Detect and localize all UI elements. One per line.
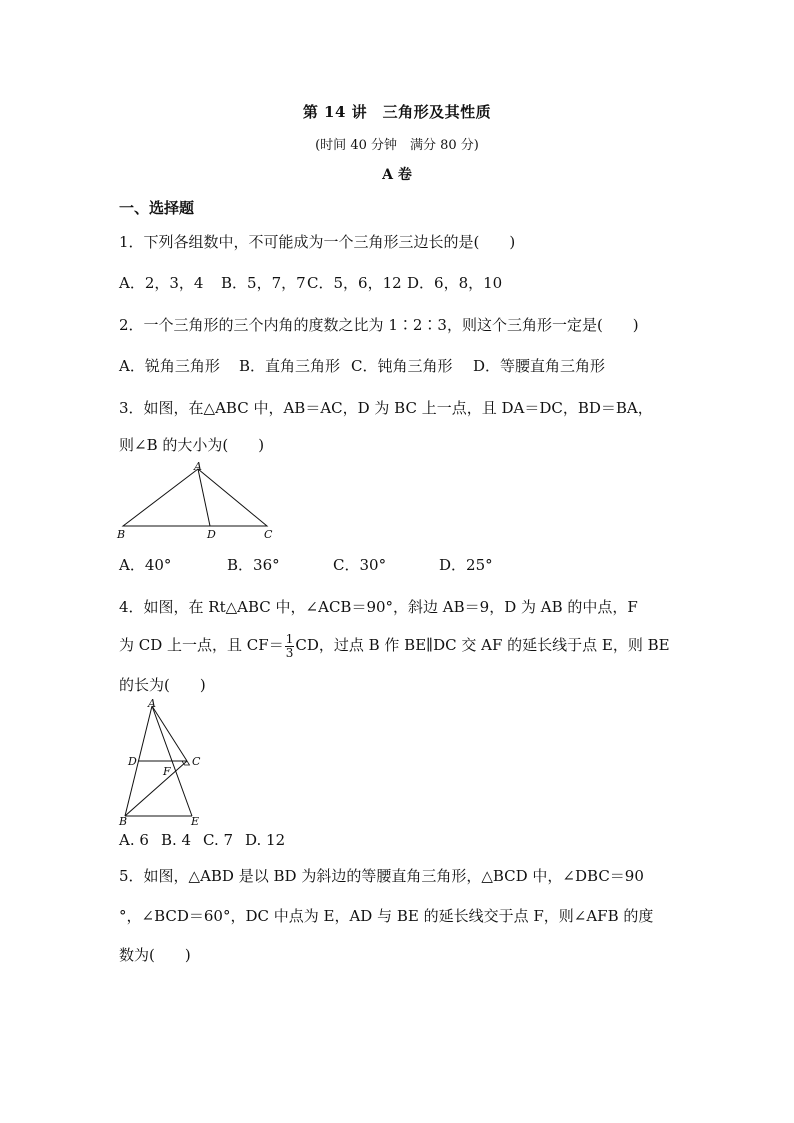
q1-option-c: C．5，6，12 — [307, 274, 402, 292]
fraction-numerator: 1 — [285, 631, 294, 646]
q3-option-c: C．30° — [333, 556, 387, 574]
label-c: C — [264, 528, 273, 541]
q2-option-d: D．等腰直角三角形 — [473, 357, 606, 375]
question-4-figure — [116, 697, 216, 827]
label-a: A — [194, 460, 202, 473]
question-3-stem-line-2: 则∠B 的大小为( ) — [119, 436, 265, 454]
label-d: D — [128, 755, 137, 768]
volume-label: A 卷 — [382, 167, 412, 183]
section-heading: 一、选择题 — [119, 199, 195, 217]
label-b: B — [117, 528, 126, 541]
q1-option-a: A．2，3，4 — [119, 274, 204, 292]
q4-option-b: B. 4 — [161, 831, 192, 849]
q1-option-d: D．6，8，10 — [407, 274, 503, 292]
q2-option-a: A．锐角三角形 — [119, 357, 220, 375]
label-e: E — [191, 815, 200, 827]
exam-time-score: (时间 40 分钟 满分 80 分) — [315, 138, 479, 153]
question-4-stem-line-2 — [119, 628, 670, 662]
question-2-stem: 2．一个三角形的三个内角的度数之比为 1∶2∶3，则这个三角形一定是( ) — [119, 316, 639, 334]
label-f: F — [163, 765, 171, 778]
q2-option-c: C．钝角三角形 — [351, 357, 453, 375]
page-title: 第 14 讲 三角形及其性质 — [302, 103, 492, 121]
question-3-stem-line-1: 3．如图，在△ABC 中，AB＝AC，D 为 BC 上一点，且 DA＝DC，BD＝BA， — [119, 399, 653, 417]
label-a: A — [148, 697, 156, 710]
question-4-options — [119, 830, 285, 850]
q3-option-d: D．25° — [439, 556, 493, 574]
q1-option-b: B．5，7，7 — [221, 274, 306, 292]
question-5-stem-line-1: 5．如图，△ABD 是以 BD 为斜边的等腰直角三角形，△BCD 中，∠DBC＝90 — [119, 867, 644, 885]
q3-option-b: B．36° — [227, 556, 280, 574]
fraction-one-third — [285, 633, 295, 660]
question-3-figure — [112, 458, 282, 543]
question-4-stem-line-1: 4．如图，在 Rt△ABC 中，∠ACB＝90°，斜边 AB＝9，D 为 AB 的中点，F — [119, 598, 638, 616]
q2-option-b: B．直角三角形 — [239, 357, 341, 375]
question-2-options — [119, 356, 605, 376]
segment-bc — [125, 761, 187, 816]
label-c: C — [192, 755, 201, 768]
q4-line2-pre: 为 CD 上一点，且 CF＝ — [119, 636, 284, 654]
question-1-stem: 1．下列各组数中，不可能成为一个三角形三边长的是( ) — [119, 233, 516, 251]
triangle-abc — [123, 469, 267, 526]
q3-option-a: A．40° — [119, 556, 172, 574]
question-3-options — [119, 555, 493, 575]
label-d: D — [207, 528, 216, 541]
q4-option-a: A. 6 — [119, 831, 149, 849]
q4-option-c: C. 7 — [203, 831, 234, 849]
fraction-denominator: 3 — [285, 645, 294, 660]
q4-line2-post: CD，过点 B 作 BE∥DC 交 AF 的延长线于点 E，则 BE — [295, 636, 670, 654]
question-5-stem-line-2: °，∠BCD＝60°，DC 中点为 E，AD 与 BE 的延长线交于点 F，则∠AFB 的度 — [119, 907, 654, 925]
question-5-stem-line-3: 数为( ) — [119, 946, 191, 964]
question-1-options — [119, 273, 502, 293]
q4-option-d: D. 12 — [245, 831, 286, 849]
label-b: B — [119, 815, 128, 827]
question-4-stem-line-3: 的长为( ) — [119, 676, 206, 694]
